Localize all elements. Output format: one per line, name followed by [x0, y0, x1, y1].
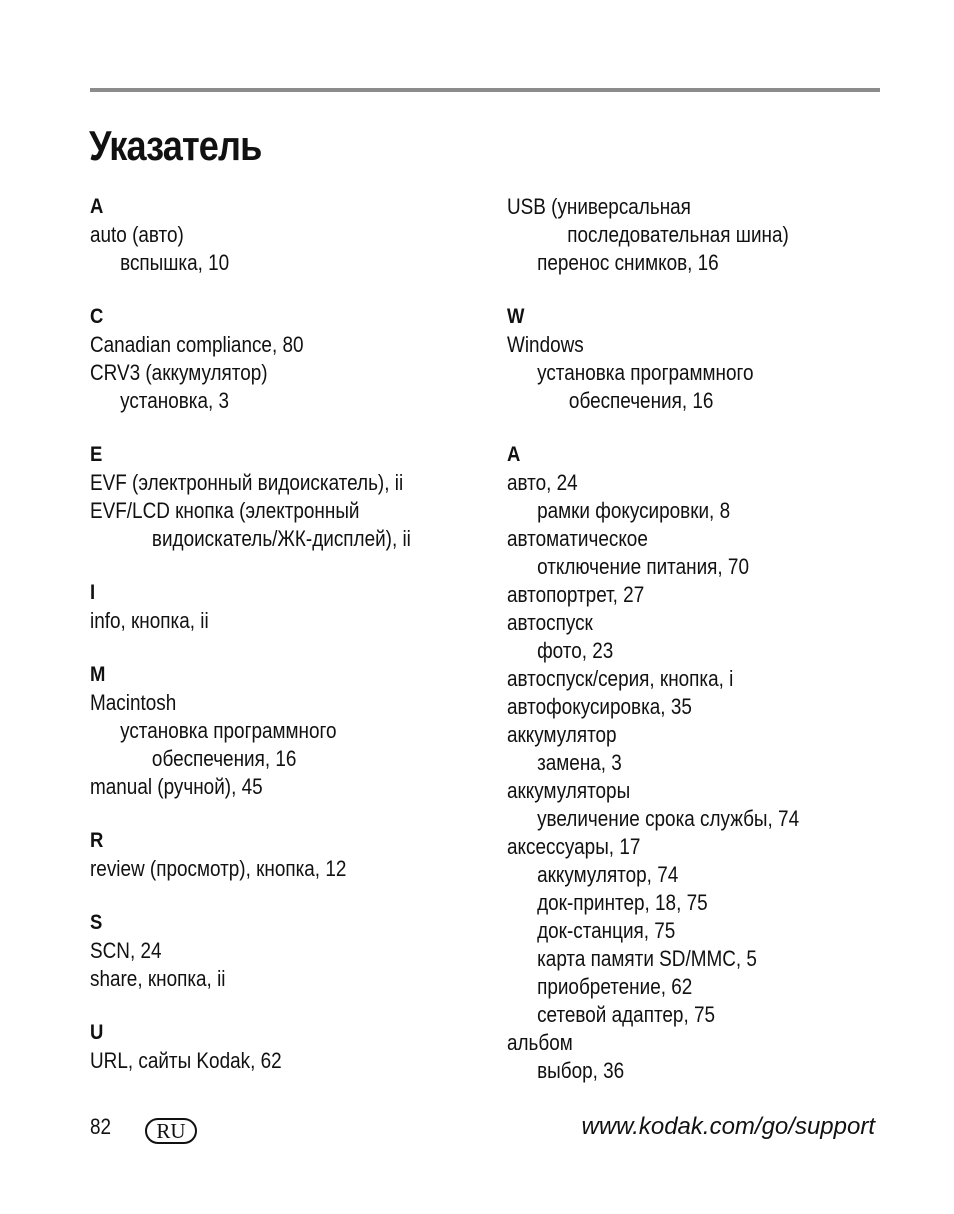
index-entry: auto (авто): [90, 222, 184, 247]
index-group: [90, 303, 470, 415]
index-subentry: обеспечения, 16: [151, 746, 297, 771]
index-entry: альбом: [507, 1030, 573, 1055]
index-letter-heading: A: [90, 195, 104, 218]
index-entry: автофокусировка, 35: [507, 694, 692, 719]
index-subentry: увеличение срока службы, 74: [537, 806, 800, 831]
index-entry: CRV3 (аккумулятор): [90, 360, 268, 385]
index-entry: EVF/LCD кнопка (электронный: [90, 498, 360, 523]
index-entry: автоспуск/серия, кнопка, i: [507, 666, 734, 691]
index-entry: Macintosh: [90, 690, 177, 715]
index-subentry: обеспечения, 16: [568, 388, 714, 413]
index-subentry: вспышка, 10: [120, 250, 230, 275]
index-subentry: аккумулятор, 74: [537, 862, 679, 887]
index-letter-heading: R: [90, 829, 104, 852]
index-entry: аккумуляторы: [507, 778, 631, 803]
index-group: [507, 193, 887, 277]
index-entry: URL, сайты Kodak, 62: [90, 1048, 282, 1073]
index-subentry: фото, 23: [537, 638, 614, 663]
index-entry: автоматическое: [507, 526, 648, 551]
index-subentry: приобретение, 62: [537, 974, 693, 999]
index-entry: аксессуары, 17: [507, 834, 641, 859]
index-letter-heading: I: [90, 581, 96, 604]
index-subentry: выбор, 36: [537, 1058, 625, 1083]
index-group: [90, 909, 470, 993]
index-group: [90, 579, 470, 635]
index-entry: info, кнопка, ii: [90, 608, 209, 633]
index-subentry: установка программного: [120, 718, 337, 743]
index-group: [90, 441, 470, 553]
index-entry: автопортрет, 27: [507, 582, 645, 607]
index-subentry: сетевой адаптер, 75: [537, 1002, 716, 1027]
index-subentry: отключение питания, 70: [537, 554, 749, 579]
index-group: [90, 827, 470, 883]
index-letter-heading: W: [507, 305, 525, 328]
index-subentry: последовательная шина): [567, 222, 789, 247]
index-group: [507, 303, 887, 415]
page-title: Указатель: [89, 122, 262, 169]
index-group: [90, 193, 470, 277]
index-entry: EVF (электронный видоискатель), ii: [90, 470, 404, 495]
index-entry: SCN, 24: [90, 938, 162, 963]
index-entry: share, кнопка, ii: [90, 966, 226, 991]
index-entry: авто, 24: [507, 470, 578, 495]
index-entry: USB (универсальная: [507, 194, 691, 219]
index-group: [90, 661, 470, 801]
index-subentry: перенос снимков, 16: [537, 250, 719, 275]
index-letter-heading: U: [90, 1021, 104, 1044]
index-letter-heading: E: [90, 443, 103, 466]
index-group: [90, 1019, 470, 1075]
index-subentry: установка, 3: [120, 388, 230, 413]
index-subentry: док-принтер, 18, 75: [537, 890, 708, 915]
index-letter-heading: C: [90, 305, 104, 328]
index-column-right: [507, 193, 887, 1111]
index-subentry: замена, 3: [537, 750, 622, 775]
index-entry: manual (ручной), 45: [90, 774, 263, 799]
index-entry: автоспуск: [507, 610, 593, 635]
index-letter-heading: S: [90, 911, 103, 934]
index-letter-heading: А: [507, 443, 521, 466]
index-subentry: док-станция, 75: [537, 918, 676, 943]
header-rule: [90, 88, 880, 92]
index-column-left: [90, 193, 470, 1101]
index-subentry: установка программного: [537, 360, 754, 385]
index-entry: review (просмотр), кнопка, 12: [90, 856, 347, 881]
index-entry: аккумулятор: [507, 722, 617, 747]
index-group: [507, 441, 887, 1085]
language-badge: RU: [145, 1118, 197, 1144]
index-letter-heading: M: [90, 663, 106, 686]
index-entry: Windows: [507, 332, 584, 357]
support-url[interactable]: www.kodak.com/go/support: [581, 1113, 875, 1140]
index-subentry: карта памяти SD/MMC, 5: [537, 946, 757, 971]
index-entry: Canadian compliance, 80: [90, 332, 304, 357]
index-subentry: рамки фокусировки, 8: [537, 498, 731, 523]
index-subentry: видоискатель/ЖК-дисплей), ii: [151, 526, 411, 551]
page-number: 82: [90, 1114, 112, 1139]
